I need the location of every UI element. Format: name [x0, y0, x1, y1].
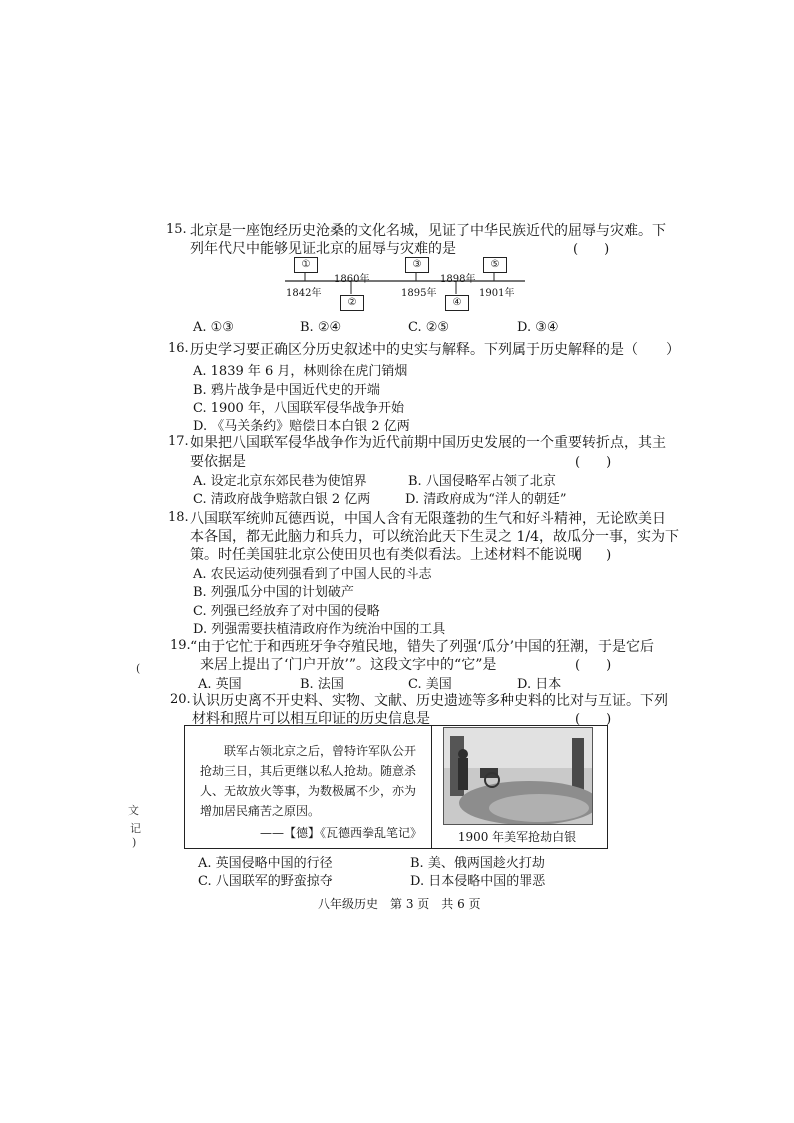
q17-option-a: A. 设定北京东郊民巷为使馆界: [193, 474, 367, 489]
q16-number: 16.: [168, 341, 189, 356]
margin-mark-2: 文: [128, 804, 139, 817]
q15-timeline: [280, 254, 530, 312]
q19-option-a: A. 英国: [198, 677, 242, 692]
q19-stem-line2: 来居上提出了‘门户开放’”。这段文字中的“它”是: [200, 657, 497, 673]
timeline-year-1898: 1898年: [440, 274, 476, 285]
q18-stem-line3: 策。时任美国驻北京公使田贝也有类似看法。上述材料不能说明: [190, 547, 582, 563]
timeline-year-1895: 1895年: [401, 288, 437, 299]
q18-answer-bracket: ( ): [575, 548, 612, 563]
q15-option-a: A. ①③: [193, 320, 234, 335]
q19-stem-line1: “由于它忙于和西班牙争夺殖民地，错失了列强‘瓜分’中国的狂潮，于是它后: [190, 639, 655, 655]
q19-number: 19.: [170, 638, 191, 653]
q20-stem-line2: 材料和照片可以相互印证的历史信息是: [192, 711, 430, 727]
q17-stem-line2: 要依据是: [190, 454, 246, 470]
timeline-year-1860: 1860年: [334, 274, 370, 285]
q17-answer-bracket: ( ): [575, 455, 612, 470]
q18-option-b: B. 列强瓜分中国的计划破产: [193, 585, 354, 600]
q15-option-b: B. ②④: [300, 320, 342, 335]
q17-option-b: B. 八国侵略军占领了北京: [408, 474, 556, 489]
q20-number: 20.: [170, 692, 191, 707]
q16-option-b: B. 鸦片战争是中国近代史的开端: [193, 383, 380, 398]
q18-option-c: C. 列强已经放弃了对中国的侵略: [193, 604, 380, 619]
material-quote: 联军占领北京之后，曾特许军队公开抢劫三日，其后更继以私人抢劫。随意杀人、无故放火等事，为数极属不少，亦为增加居民痛苦之原因。: [200, 744, 417, 818]
q20-answer-bracket: ( ): [575, 712, 612, 727]
q18-number: 18.: [168, 510, 189, 525]
timeline-box-2: ②: [340, 295, 364, 311]
q16-option-a: A. 1839 年 6 月，林则徐在虎门销烟: [193, 364, 408, 379]
timeline-box-3: ③: [405, 257, 429, 273]
q17-option-c: C. 清政府战争赔款白银 2 亿两: [193, 492, 371, 507]
q18-stem-line1: 八国联军统帅瓦德西说，中国人含有无限蓬勃的生气和好斗精神，无论欧美日: [190, 511, 666, 527]
timeline-box-4: ④: [445, 295, 469, 311]
q15-option-d: D. ③④: [517, 320, 559, 335]
timeline-box-5: ⑤: [483, 257, 507, 273]
material-source: ——【德】《瓦德西拳乱笔记》: [259, 826, 422, 840]
q20-option-b: B. 美、俄两国趁火打劫: [410, 856, 545, 871]
q20-material-text: [200, 741, 422, 843]
margin-mark-3: 记: [130, 822, 141, 835]
q18-option-d: D. 列强需要扶植清政府作为统治中国的工具: [193, 622, 446, 637]
timeline-year-1901: 1901年: [479, 288, 515, 299]
q16-stem: 历史学习要正确区分历史叙述中的史实与解释。下列属于历史解释的是（ ）: [190, 342, 680, 358]
margin-mark-4: ): [132, 836, 137, 849]
q16-option-d: D. 《马关条约》赔偿日本白银 2 亿两: [193, 419, 410, 434]
q20-stem-line1: 认识历史离不开史料、实物、文献、历史遗迹等多种史料的比对与互证。下列: [192, 693, 668, 709]
q18-stem-line2: 本各国，都无此脑力和兵力，可以统治此天下生灵之 1/4，故瓜分一事，实为下: [190, 529, 679, 545]
q17-number: 17.: [168, 434, 189, 449]
q15-stem-line2: 列年代尺中能够见证北京的屈辱与灾难的是: [190, 241, 456, 257]
q16-option-c: C. 1900 年，八国联军侵华战争开始: [193, 401, 404, 416]
q19-option-b: B. 法国: [300, 677, 344, 692]
photo-image: [444, 728, 592, 824]
q15-stem-line1: 北京是一座饱经历史沧桑的文化名城，见证了中华民族近代的屈辱与灾难。下: [190, 223, 666, 239]
q19-answer-bracket: ( ): [575, 658, 612, 673]
q19-option-c: C. 美国: [408, 677, 452, 692]
page-footer: 八年级历史 第 3 页 共 6 页: [318, 897, 481, 911]
timeline-year-1842: 1842年: [286, 288, 322, 299]
q19-option-d: D. 日本: [517, 677, 562, 692]
photo-caption: 1900 年美军抢劫白银: [457, 830, 577, 844]
q17-option-d: D. 清政府成为“洋人的朝廷”: [405, 492, 567, 507]
margin-mark-1: (: [136, 662, 141, 675]
q15-number: 15.: [166, 222, 187, 237]
q20-option-a: A. 英国侵略中国的行径: [198, 856, 333, 871]
q15-answer-bracket: ( ): [573, 242, 610, 257]
q15-option-c: C. ②⑤: [408, 320, 450, 335]
q17-stem-line1: 如果把八国联军侵华战争作为近代前期中国历史发展的一个重要转折点，其主: [190, 435, 666, 451]
q20-historical-photo: [443, 727, 593, 825]
q18-option-a: A. 农民运动使列强看到了中国人民的斗志: [193, 567, 432, 582]
q20-option-d: D. 日本侵略中国的罪恶: [410, 874, 546, 889]
timeline-box-1: ①: [294, 257, 318, 273]
q20-option-c: C. 八国联军的野蛮掠夺: [198, 874, 333, 889]
